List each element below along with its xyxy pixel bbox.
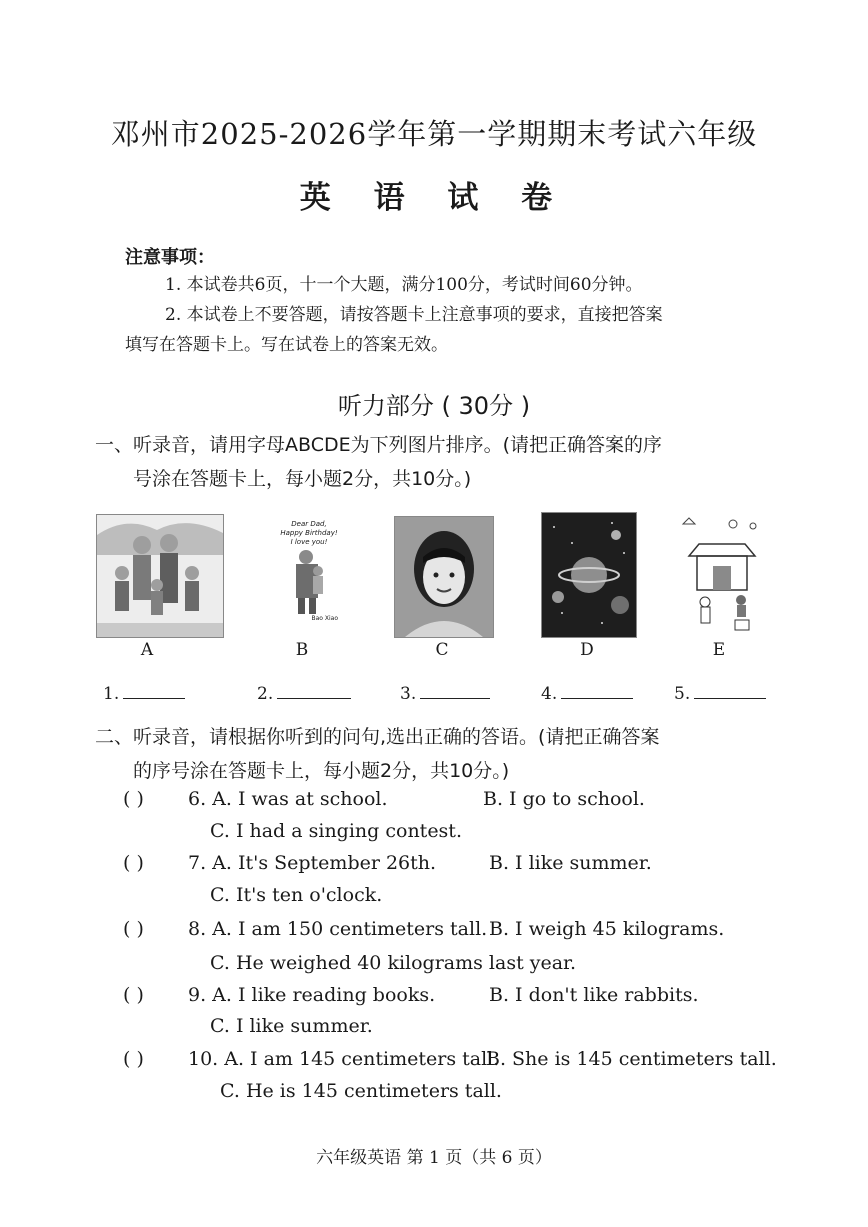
page-footer: 六年级英语 第 1 页（共 6 页） xyxy=(316,1148,552,1168)
exam-title: 邓州市2025-2026学年第一学期期末考试六年级 xyxy=(110,117,758,151)
answer-bracket-8[interactable]: ( ) xyxy=(123,918,144,940)
blank-number: 1. xyxy=(103,684,120,704)
question-7-option-c: C. It's ten o'clock. xyxy=(210,884,383,906)
part1-instruction-line1: 一、听录音，请用字母ABCDE为下列图片排序。(请把正确答案的序 xyxy=(95,434,663,456)
blank-number: 5. xyxy=(674,684,691,704)
question-8-option-b: B. I weigh 45 kilograms. xyxy=(489,918,725,940)
temple-illustration-icon xyxy=(675,514,769,636)
question-8-option-a: 8. A. I am 150 centimeters tall. xyxy=(188,918,488,940)
blank-number: 3. xyxy=(400,684,417,704)
picture-d-space-planets xyxy=(541,512,637,638)
question-10-option-b: B. She is 145 centimeters tall. xyxy=(486,1048,777,1070)
answer-bracket-7[interactable]: ( ) xyxy=(123,852,144,874)
picture-b-birthday-card xyxy=(280,514,338,636)
question-7-option-a: 7. A. It's September 26th. xyxy=(188,852,437,874)
question-9-option-a: 9. A. I like reading books. xyxy=(188,984,436,1006)
blank-line xyxy=(420,682,490,699)
picture-a-family xyxy=(96,514,224,638)
family-illustration-icon xyxy=(97,515,223,637)
answer-blank-2[interactable] xyxy=(257,682,351,704)
card-line-1: Dear Dad, xyxy=(291,520,327,528)
exam-subject-title: 英 语 试 卷 xyxy=(299,180,569,216)
picture-label-c: C xyxy=(435,640,449,660)
part2-instruction-line1: 二、听录音，请根据你听到的问句,选出正确的答语。(请把正确答案 xyxy=(95,726,660,748)
picture-e-temple-scene xyxy=(675,514,769,636)
answer-blank-4[interactable] xyxy=(541,682,633,704)
notes-heading: 注意事项： xyxy=(125,247,215,268)
card-signature: Bao Xiao xyxy=(311,615,338,622)
question-6-option-c: C. I had a singing contest. xyxy=(210,820,462,842)
answer-blank-5[interactable] xyxy=(674,682,766,704)
answer-bracket-9[interactable]: ( ) xyxy=(123,984,144,1006)
answer-blank-3[interactable] xyxy=(400,682,490,704)
answer-blank-1[interactable] xyxy=(103,682,185,704)
note-item-2-line1: 2. 本试卷上不要答题，请按答题卡上注意事项的要求，直接把答案 xyxy=(165,305,663,325)
blank-line xyxy=(561,682,633,699)
card-line-2: Happy Birthday! xyxy=(280,529,338,537)
question-8-option-c: C. He weighed 40 kilograms last year. xyxy=(210,952,577,974)
question-6-option-a: 6. A. I was at school. xyxy=(188,788,388,810)
blank-line xyxy=(123,682,185,699)
note-item-2-line2: 填写在答题卡上。写在试卷上的答案无效。 xyxy=(125,335,448,355)
part1-instruction-line2: 号涂在答题卡上，每小题2分，共10分。) xyxy=(133,468,472,490)
question-9-option-b: B. I don't like rabbits. xyxy=(489,984,699,1006)
picture-label-a: A xyxy=(140,640,154,660)
father-child-illustration-icon xyxy=(280,547,338,617)
listening-section-heading: 听力部分 ( 30分 ) xyxy=(337,392,531,420)
blank-line xyxy=(694,682,766,699)
question-9-option-c: C. I like summer. xyxy=(210,1015,373,1037)
girl-portrait-icon xyxy=(395,517,493,637)
picture-label-b: B xyxy=(295,640,309,660)
question-10-option-c: C. He is 145 centimeters tall. xyxy=(220,1080,502,1102)
answer-bracket-10[interactable]: ( ) xyxy=(123,1048,144,1070)
picture-label-e: E xyxy=(712,640,726,660)
picture-c-girl-portrait xyxy=(394,516,494,638)
blank-number: 4. xyxy=(541,684,558,704)
blank-number: 2. xyxy=(257,684,274,704)
planets-illustration-icon xyxy=(542,513,636,637)
answer-bracket-6[interactable]: ( ) xyxy=(123,788,144,810)
picture-label-d: D xyxy=(580,640,594,660)
blank-line xyxy=(277,682,351,699)
question-6-option-b: B. I go to school. xyxy=(483,788,645,810)
question-7-option-b: B. I like summer. xyxy=(489,852,652,874)
note-item-1: 1. 本试卷共6页，十一个大题，满分100分，考试时间60分钟。 xyxy=(165,275,643,295)
card-line-3: I love you! xyxy=(290,538,328,546)
question-10-option-a: 10. A. I am 145 centimeters tall. xyxy=(188,1048,500,1070)
part2-instruction-line2: 的序号涂在答题卡上，每小题2分，共10分。) xyxy=(133,760,510,782)
